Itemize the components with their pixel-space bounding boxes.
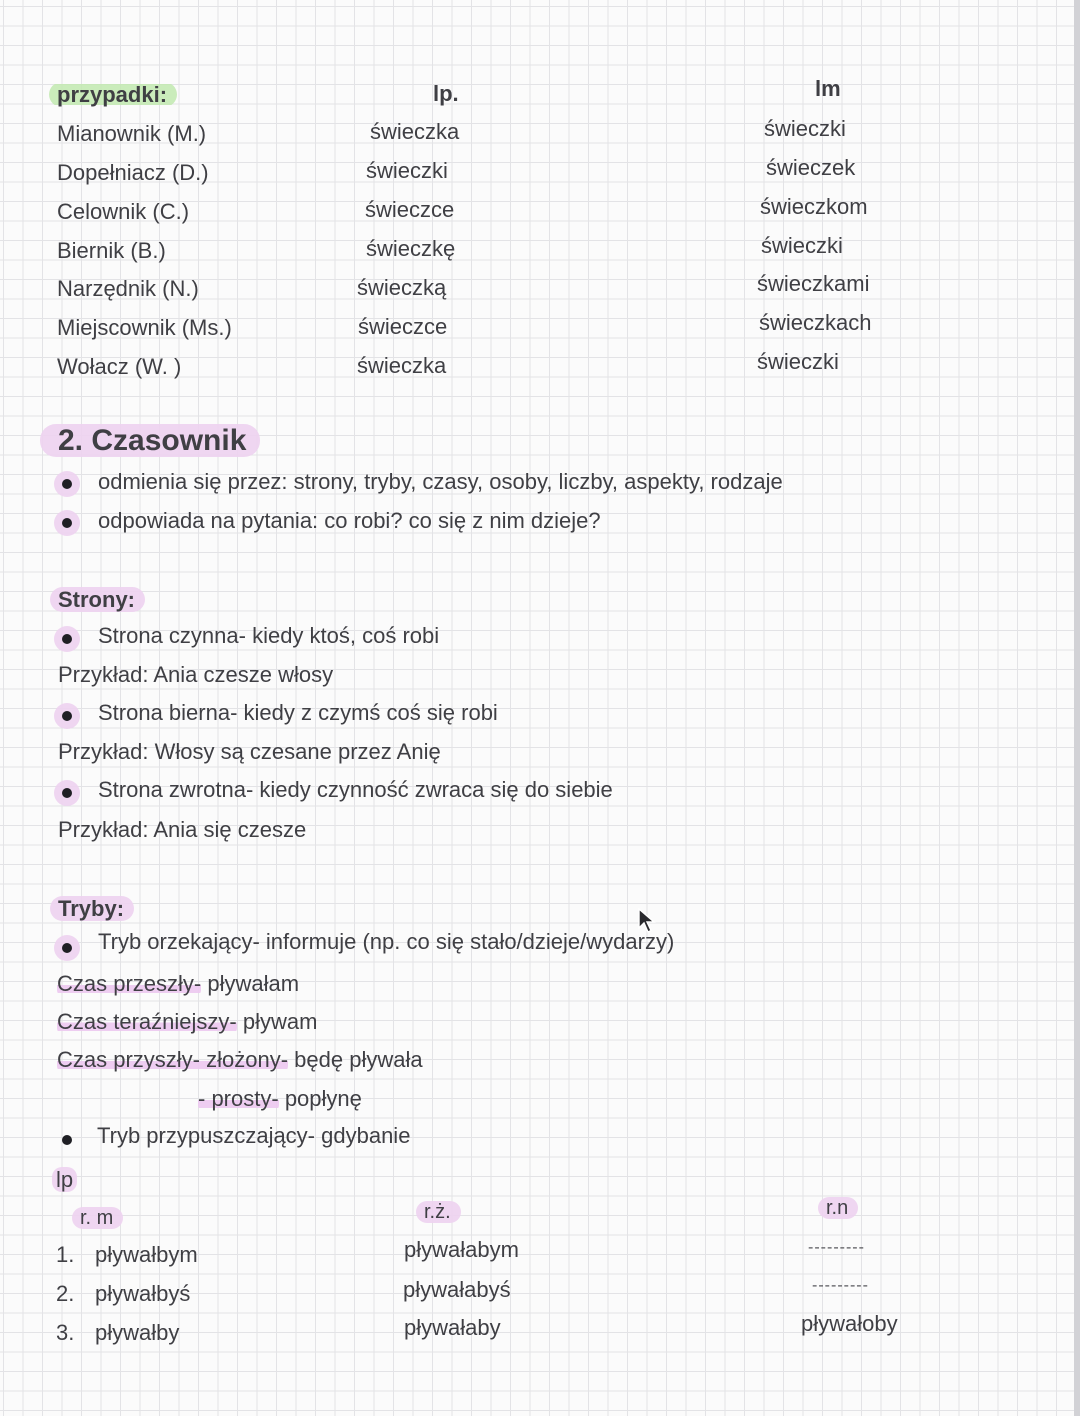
case-name: Celownik (C.) bbox=[57, 199, 190, 224]
indicative-mood: Tryb orzekający- informuje (np. co się stało/dzieje/wydarzy) bbox=[98, 929, 675, 954]
column-header-feminine: r.ż. bbox=[424, 1198, 461, 1226]
row-number: 2. bbox=[56, 1281, 75, 1306]
singular-form: świeczka bbox=[357, 353, 447, 378]
tense-past: Czas przeszły- pływałam bbox=[57, 971, 300, 996]
verb-point: odmienia się przez: strony, tryby, czasy, osoby, liczby, aspekty, rodzaje bbox=[98, 469, 783, 494]
singular-form: świeczką bbox=[357, 275, 447, 300]
plural-form: świeczek bbox=[766, 155, 856, 180]
singular-form: świeczkę bbox=[366, 236, 456, 261]
case-name: Dopełniacz (D.) bbox=[57, 160, 209, 185]
voice-label: Strona zwrotna- kiedy czynność zwraca się do siebie bbox=[98, 777, 613, 802]
voice-example: Przykład: Ania czesze włosy bbox=[58, 662, 334, 687]
case-name: Biernik (B.) bbox=[57, 238, 166, 263]
number-label: lp bbox=[52, 1166, 77, 1194]
form-neuter-empty: --------- bbox=[812, 1277, 869, 1294]
plural-form: świeczki bbox=[761, 233, 843, 258]
voice-example: Przykład: Ania się czesze bbox=[58, 817, 307, 842]
bullet-icon bbox=[54, 1127, 80, 1153]
form-neuter: pływałoby bbox=[801, 1311, 898, 1336]
row-number: 3. bbox=[56, 1320, 75, 1345]
bullet-icon bbox=[54, 626, 80, 652]
plural-form: świeczkami bbox=[757, 271, 870, 296]
singular-form: świeczka bbox=[370, 119, 460, 144]
mouse-pointer-icon bbox=[638, 908, 656, 934]
tense-future: Czas przyszły- złożony- będę pływała bbox=[57, 1047, 423, 1072]
column-header-masculine: r. m bbox=[80, 1204, 123, 1232]
section-heading-verb: 2. Czasownik bbox=[58, 422, 260, 462]
plural-header: lm bbox=[815, 76, 841, 101]
page-edge bbox=[1074, 0, 1080, 1416]
voice-example: Przykład: Włosy są czesane przez Anię bbox=[58, 739, 441, 764]
singular-header: lp. bbox=[433, 81, 459, 106]
bullet-icon bbox=[54, 780, 80, 806]
cases-header: przypadki: bbox=[57, 81, 177, 109]
form-feminine: pływałabym bbox=[404, 1237, 519, 1262]
form-masculine: pływałbyś bbox=[95, 1281, 191, 1306]
moods-heading: Tryby: bbox=[58, 895, 134, 923]
tense-future-simple: - prosty- popłynę bbox=[198, 1086, 362, 1111]
case-name: Narzędnik (N.) bbox=[57, 276, 199, 301]
case-name: Miejscownik (Ms.) bbox=[57, 315, 232, 340]
plural-form: świeczkom bbox=[760, 194, 868, 219]
bullet-icon bbox=[54, 471, 80, 497]
bullet-icon bbox=[54, 935, 80, 961]
voice-label: Strona bierna- kiedy z czymś coś się robi bbox=[98, 700, 498, 725]
case-name: Mianownik (M.) bbox=[57, 121, 207, 146]
form-feminine: pływałaby bbox=[404, 1315, 501, 1340]
singular-form: świeczki bbox=[366, 158, 448, 183]
form-masculine: pływałby bbox=[95, 1320, 180, 1345]
voice-label: Strona czynna- kiedy ktoś, coś robi bbox=[98, 623, 440, 648]
plural-form: świeczki bbox=[764, 116, 846, 141]
verb-point: odpowiada na pytania: co robi? co się z nim dzieje? bbox=[98, 508, 601, 533]
singular-form: świeczce bbox=[358, 314, 448, 339]
form-feminine: pływałabyś bbox=[403, 1277, 511, 1302]
form-neuter-empty: --------- bbox=[808, 1239, 865, 1256]
column-header-neuter: r.n bbox=[826, 1194, 858, 1222]
conditional-mood: Tryb przypuszczający- gdybanie bbox=[97, 1123, 411, 1148]
plural-form: świeczki bbox=[757, 349, 839, 374]
case-name: Wołacz (W. ) bbox=[57, 354, 182, 379]
bullet-icon bbox=[54, 510, 80, 536]
row-number: 1. bbox=[56, 1242, 75, 1267]
plural-form: świeczkach bbox=[759, 310, 872, 335]
voices-heading: Strony: bbox=[58, 586, 145, 614]
form-masculine: pływałbym bbox=[95, 1242, 198, 1267]
singular-form: świeczce bbox=[365, 197, 455, 222]
tense-present: Czas teraźniejszy- pływam bbox=[57, 1009, 318, 1034]
bullet-icon bbox=[54, 703, 80, 729]
